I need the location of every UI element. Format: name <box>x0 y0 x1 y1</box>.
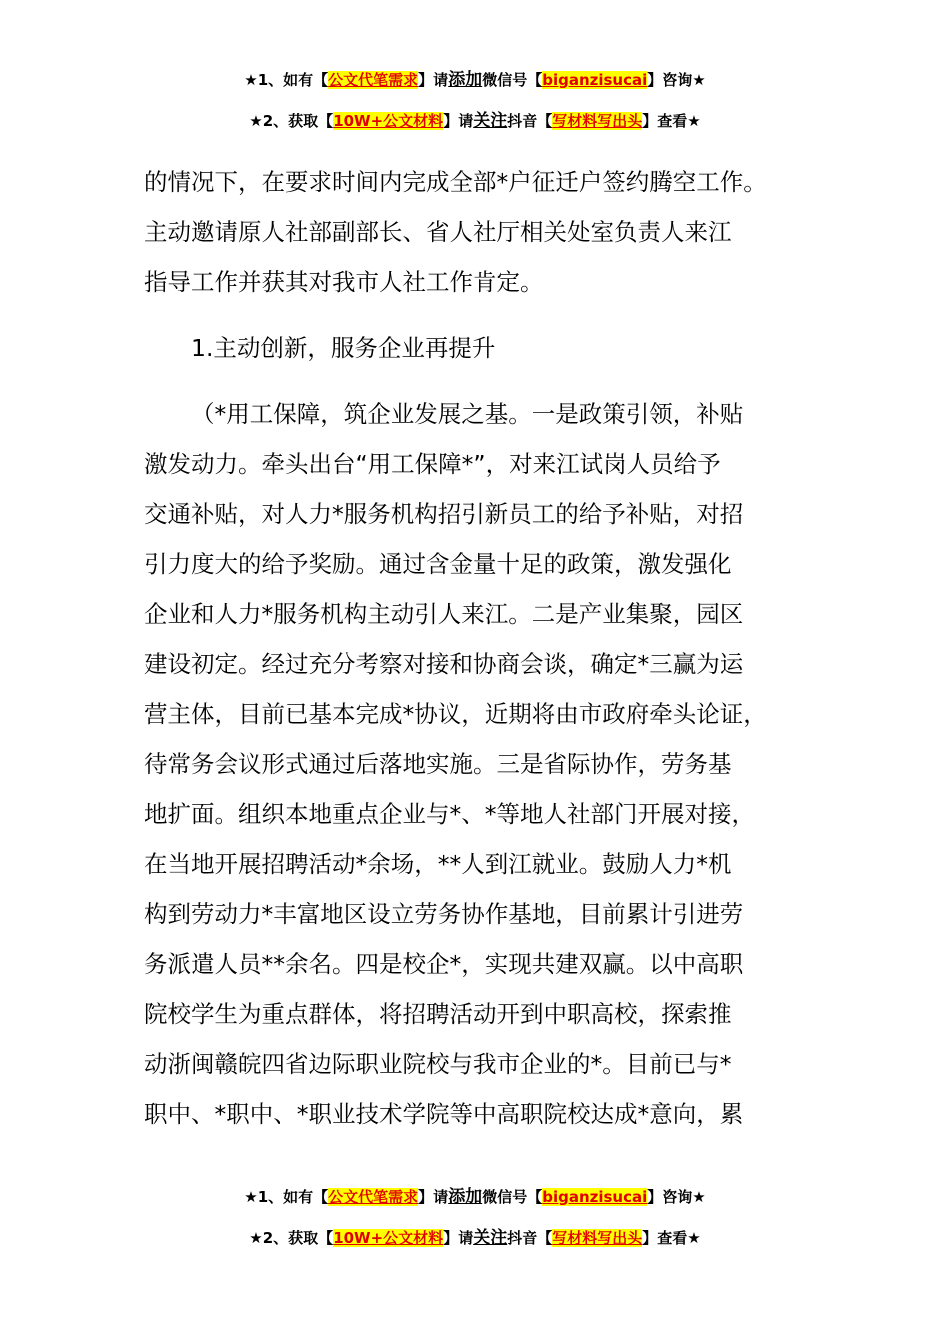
heading-text: 1.主动创新，服务企业再提升 <box>191 334 496 362</box>
text-line: 构到劳动力*丰富地区设立劳务协作基地，目前累计引进劳 <box>144 900 744 928</box>
banner-highlight: 写材料写出头 <box>552 112 643 130</box>
banner-text: 】咨询★ <box>647 71 706 89</box>
text-line: 主动邀请原人社部副部长、省人社厅相关处室负责人来江 <box>144 218 732 246</box>
banner-text: ★2、获取【 <box>249 1229 334 1247</box>
promo-banner-top-line-1 <box>0 70 950 90</box>
banner-text: 】请 <box>443 1229 474 1247</box>
text-line: 务派遣人员**余名。四是校企*，实现共建双赢。以中高职 <box>144 950 744 978</box>
banner-text: 】请 <box>418 1188 449 1206</box>
banner-emphasis: 添加 <box>448 1187 483 1207</box>
banner-text: ★1、如有【 <box>244 1188 329 1206</box>
banner-highlight: biganzisucai <box>542 71 648 89</box>
promo-banner-bottom-line-1 <box>0 1187 950 1207</box>
promo-banner-top-line-2 <box>0 111 950 131</box>
text-line: 院校学生为重点群体，将招聘活动开到中职高校，探索推 <box>144 1000 732 1028</box>
text-line: 地扩面。组织本地重点企业与*、*等地人社部门开展对接， <box>144 800 755 828</box>
text-line: 指导工作并获其对我市人社工作肯定。 <box>144 268 544 296</box>
document-body <box>144 157 834 1139</box>
banner-text: 】查看★ <box>642 112 701 130</box>
banner-highlight: biganzisucai <box>542 1188 648 1206</box>
text-line: 待常务会议形式通过后落地实施。三是省际协作，劳务基 <box>144 750 732 778</box>
text-line: 营主体，目前已基本完成*协议，近期将由市政府牵头论证， <box>144 700 767 728</box>
banner-text: 】请 <box>418 71 449 89</box>
banner-text: 抖音【 <box>507 112 553 130</box>
banner-text: 】咨询★ <box>647 1188 706 1206</box>
paragraph-2 <box>144 389 834 1139</box>
text-line: 在当地开展招聘活动*余场，**人到江就业。鼓励人力*机 <box>144 850 732 878</box>
banner-text: 微信号【 <box>482 1188 543 1206</box>
banner-text: ★2、获取【 <box>249 112 334 130</box>
banner-highlight: 写材料写出头 <box>552 1229 643 1247</box>
banner-text: ★1、如有【 <box>244 71 329 89</box>
section-heading <box>144 323 834 373</box>
text-line: 的情况下，在要求时间内完成全部*户征迁户签约腾空工作。 <box>144 168 767 196</box>
text-line: 企业和人力*服务机构主动引人来江。二是产业集聚，园区 <box>144 600 744 628</box>
text-line: 动浙闽赣皖四省边际职业院校与我市企业的*。目前已与* <box>144 1050 732 1078</box>
banner-text: 抖音【 <box>507 1229 553 1247</box>
paragraph-1 <box>144 157 834 307</box>
text-line: （*用工保障，筑企业发展之基。一是政策引领，补贴 <box>191 400 744 428</box>
text-line: 建设初定。经过充分考察对接和协商会谈，确定*三赢为运 <box>144 650 744 678</box>
text-line: 激发动力。牵头出台“用工保障*”，对来江试岗人员给予 <box>144 450 721 478</box>
text-line: 职中、*职中、*职业技术学院等中高职院校达成*意向，累 <box>144 1100 744 1128</box>
banner-emphasis: 添加 <box>448 70 483 90</box>
text-line: 引力度大的给予奖励。通过含金量十足的政策，激发强化 <box>144 550 732 578</box>
banner-highlight: 10W+公文材料 <box>333 112 444 130</box>
banner-highlight: 10W+公文材料 <box>333 1229 444 1247</box>
promo-banner-bottom-line-2 <box>0 1228 950 1248</box>
banner-text: 】请 <box>443 112 474 130</box>
text-line: 交通补贴，对人力*服务机构招引新员工的给予补贴，对招 <box>144 500 744 528</box>
banner-text: 微信号【 <box>482 71 543 89</box>
banner-highlight: 公文代笔需求 <box>328 71 419 89</box>
banner-text: 】查看★ <box>642 1229 701 1247</box>
banner-emphasis: 关注 <box>473 111 508 131</box>
banner-highlight: 公文代笔需求 <box>328 1188 419 1206</box>
banner-emphasis: 关注 <box>473 1228 508 1248</box>
